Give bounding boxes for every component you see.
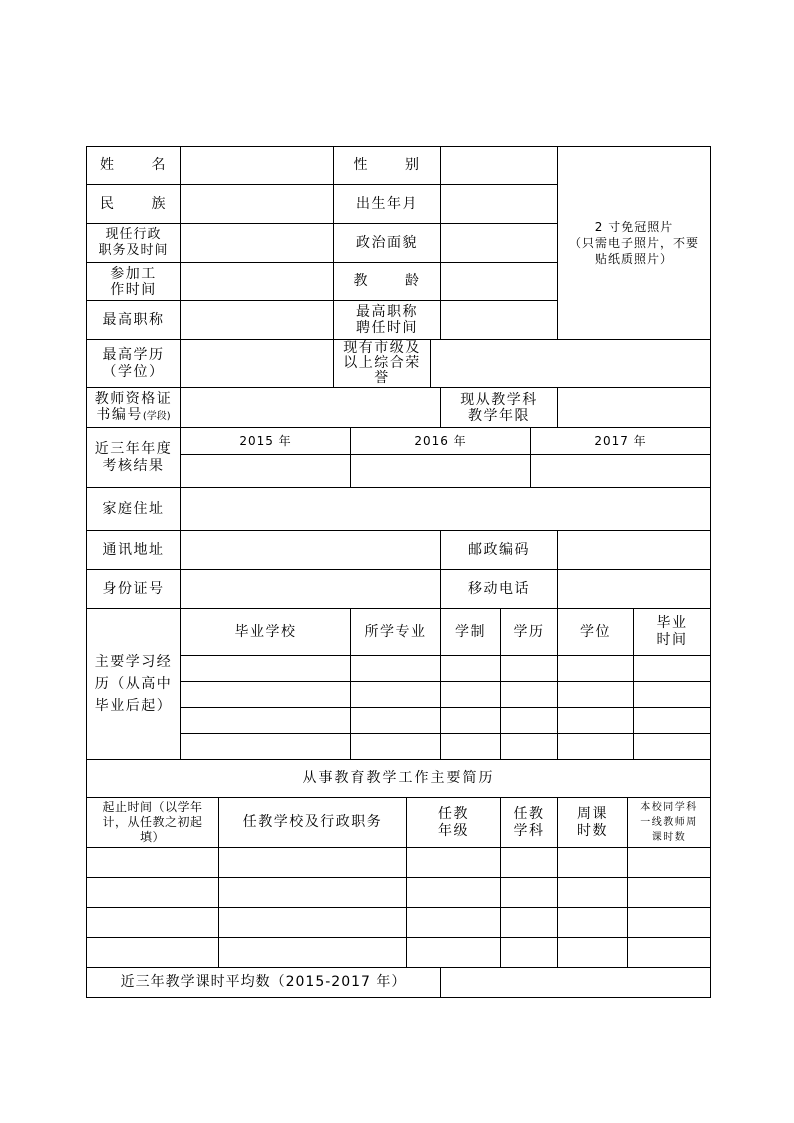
subject-years-field[interactable]	[557, 387, 711, 428]
mail-address-label: 通讯地址	[86, 530, 181, 570]
teaching-age-field[interactable]	[440, 262, 558, 301]
career-row-1-cell-2[interactable]	[218, 847, 407, 878]
study-row-4-cell-4[interactable]	[500, 733, 558, 760]
study-history-label: 主要学习经 历（从高中 毕业后起）	[86, 608, 181, 760]
assessment-label: 近三年年度 考核结果	[86, 427, 181, 488]
subject-years-label: 现从教学科 教学年限	[440, 387, 558, 428]
name-field[interactable]	[180, 146, 334, 185]
study-row-2-cell-6[interactable]	[633, 681, 711, 708]
career-row-1-cell-6[interactable]	[627, 847, 711, 878]
career-row-3-cell-4[interactable]	[500, 907, 558, 938]
position-label: 现任行政 职务及时间	[86, 223, 181, 263]
study-row-4-cell-1[interactable]	[180, 733, 351, 760]
study-row-4-cell-2[interactable]	[350, 733, 441, 760]
ethnicity-label: 民 族	[86, 184, 181, 224]
education-label: 最高学历 （学位）	[86, 339, 181, 388]
study-header-duration: 学制	[440, 608, 501, 656]
study-row-4-cell-6[interactable]	[633, 733, 711, 760]
career-row-2-cell-6[interactable]	[627, 877, 711, 908]
home-address-field[interactable]	[180, 487, 711, 531]
cert-label-text: 教师资格证 书编号	[94, 390, 173, 423]
cert-field[interactable]	[180, 387, 441, 428]
study-header-school: 毕业学校	[180, 608, 351, 656]
registration-form-table	[86, 146, 711, 998]
work-start-field[interactable]	[180, 262, 334, 301]
career-row-4-cell-4[interactable]	[500, 937, 558, 968]
career-header-grade: 任教 年级	[406, 797, 501, 848]
study-row-1-cell-3[interactable]	[440, 655, 501, 682]
cert-label-stage: (学段)	[142, 410, 171, 422]
year-2017-result-field[interactable]	[530, 454, 711, 488]
mail-address-field[interactable]	[180, 530, 441, 570]
career-row-3-cell-5[interactable]	[557, 907, 628, 938]
political-label: 政治面貌	[333, 223, 441, 263]
study-row-1-cell-2[interactable]	[350, 655, 441, 682]
study-header-degree: 学位	[557, 608, 634, 656]
honor-label: 现有市级及 以上综合荣 誉	[333, 339, 431, 388]
career-row-1-cell-5[interactable]	[557, 847, 628, 878]
study-row-3-cell-6[interactable]	[633, 707, 711, 734]
career-row-4-cell-5[interactable]	[557, 937, 628, 968]
career-row-4-cell-3[interactable]	[406, 937, 501, 968]
mobile-label: 移动电话	[440, 569, 558, 609]
study-row-2-cell-2[interactable]	[350, 681, 441, 708]
career-header-school-position: 任教学校及行政职务	[218, 797, 407, 848]
id-number-label: 身份证号	[86, 569, 181, 609]
career-row-2-cell-4[interactable]	[500, 877, 558, 908]
study-row-1-cell-1[interactable]	[180, 655, 351, 682]
political-field[interactable]	[440, 223, 558, 263]
career-header-period: 起止时间（以学年 计，从任教之初起 填）	[86, 797, 219, 848]
mobile-field[interactable]	[557, 569, 711, 609]
year-2016-header: 2016 年	[350, 427, 531, 455]
study-row-1-cell-6[interactable]	[633, 655, 711, 682]
career-row-4-cell-2[interactable]	[218, 937, 407, 968]
study-row-3-cell-3[interactable]	[440, 707, 501, 734]
work-start-label: 参加工 作时间	[86, 262, 181, 301]
honor-field[interactable]	[430, 339, 711, 388]
year-2016-result-field[interactable]	[350, 454, 531, 488]
title-time-label: 最高职称 聘任时间	[333, 300, 441, 340]
study-header-education: 学历	[500, 608, 558, 656]
study-row-2-cell-4[interactable]	[500, 681, 558, 708]
career-row-1-cell-1[interactable]	[86, 847, 219, 878]
career-row-3-cell-2[interactable]	[218, 907, 407, 938]
study-row-4-cell-3[interactable]	[440, 733, 501, 760]
study-row-4-cell-5[interactable]	[557, 733, 634, 760]
study-row-2-cell-5[interactable]	[557, 681, 634, 708]
career-row-1-cell-3[interactable]	[406, 847, 501, 878]
study-row-3-cell-1[interactable]	[180, 707, 351, 734]
cert-label	[86, 387, 181, 428]
average-hours-label: 近三年教学课时平均数（2015-2017 年）	[86, 967, 441, 998]
title-field[interactable]	[180, 300, 334, 340]
birth-label: 出生年月	[333, 184, 441, 224]
study-row-3-cell-5[interactable]	[557, 707, 634, 734]
birth-field[interactable]	[440, 184, 558, 224]
postcode-field[interactable]	[557, 530, 711, 570]
gender-label: 性 别	[333, 146, 441, 185]
study-row-3-cell-4[interactable]	[500, 707, 558, 734]
year-2017-header: 2017 年	[530, 427, 711, 455]
postcode-label: 邮政编码	[440, 530, 558, 570]
career-row-4-cell-6[interactable]	[627, 937, 711, 968]
study-row-3-cell-2[interactable]	[350, 707, 441, 734]
id-number-field[interactable]	[180, 569, 441, 609]
study-header-graduation-time: 毕业 时间	[633, 608, 711, 656]
home-address-label: 家庭住址	[86, 487, 181, 531]
education-field[interactable]	[180, 339, 334, 388]
study-row-1-cell-4[interactable]	[500, 655, 558, 682]
study-row-1-cell-5[interactable]	[557, 655, 634, 682]
career-row-2-cell-3[interactable]	[406, 877, 501, 908]
study-row-2-cell-1[interactable]	[180, 681, 351, 708]
career-row-2-cell-5[interactable]	[557, 877, 628, 908]
name-label: 姓 名	[86, 146, 181, 185]
career-row-3-cell-1[interactable]	[86, 907, 219, 938]
career-header-weekly-hours: 周课 时数	[557, 797, 628, 848]
study-row-2-cell-3[interactable]	[440, 681, 501, 708]
career-row-4-cell-1[interactable]	[86, 937, 219, 968]
gender-field[interactable]	[440, 146, 558, 185]
year-2015-result-field[interactable]	[180, 454, 351, 488]
study-header-major: 所学专业	[350, 608, 441, 656]
title-label: 最高职称	[86, 300, 181, 340]
position-field[interactable]	[180, 223, 334, 263]
title-time-field[interactable]	[440, 300, 558, 340]
career-row-3-cell-3[interactable]	[406, 907, 501, 938]
average-hours-field[interactable]	[440, 967, 711, 998]
year-2015-header: 2015 年	[180, 427, 351, 455]
career-row-3-cell-6[interactable]	[627, 907, 711, 938]
career-row-2-cell-2[interactable]	[218, 877, 407, 908]
career-row-2-cell-1[interactable]	[86, 877, 219, 908]
career-section-title: 从事教育教学工作主要简历	[86, 759, 711, 798]
teaching-age-label: 教 龄	[333, 262, 441, 301]
photo-placeholder[interactable]: 2 寸免冠照片 （只需电子照片，不要 贴纸质照片）	[557, 146, 711, 340]
career-header-peer-weekly-hours: 本校同学科 一线教师周 课时数	[627, 797, 711, 848]
career-header-subject: 任教 学科	[500, 797, 558, 848]
ethnicity-field[interactable]	[180, 184, 334, 224]
career-row-1-cell-4[interactable]	[500, 847, 558, 878]
